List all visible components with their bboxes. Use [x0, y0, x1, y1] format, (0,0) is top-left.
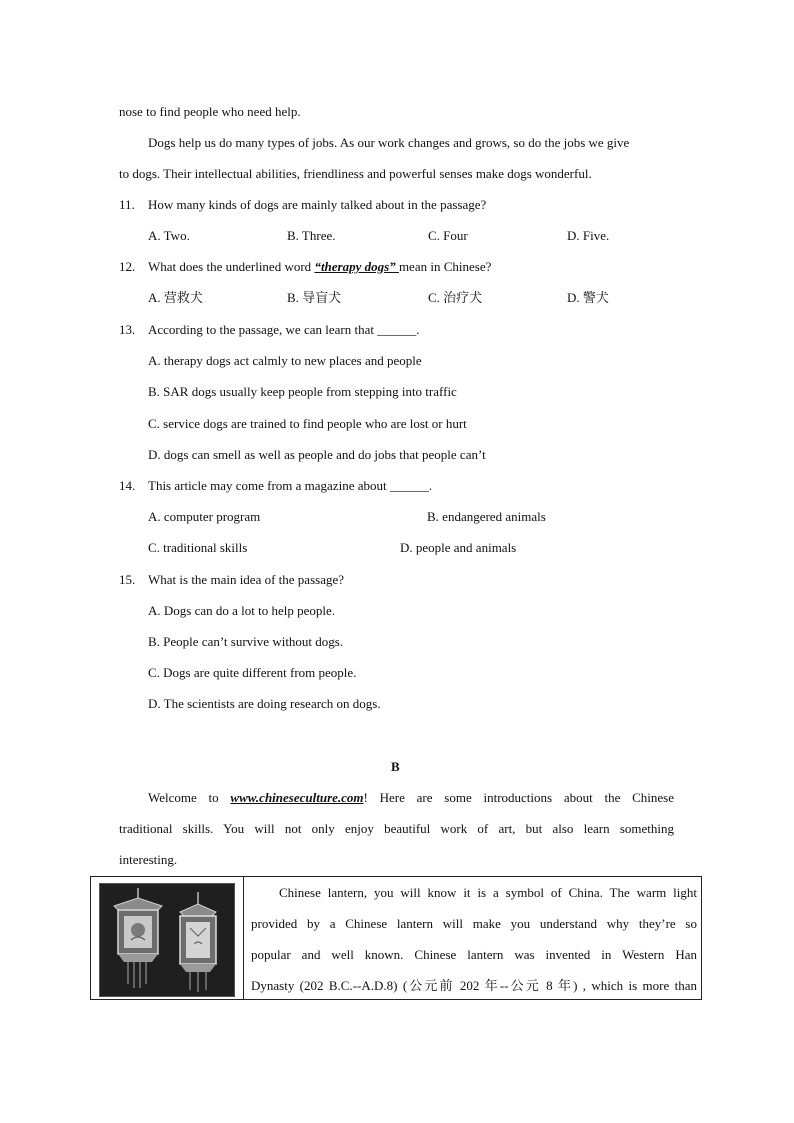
option: C. service dogs are trained to find people who are lost or hurt	[148, 416, 467, 431]
stem-text: What does the underlined word	[148, 259, 315, 274]
section-heading: B	[391, 759, 400, 774]
question-number: 14.	[119, 478, 136, 493]
table-line: Dynasty (202 B.C.--A.D.8) (公元前 202 年--公元 8 年) , which is more than	[251, 978, 697, 993]
option: C. traditional skills	[148, 540, 248, 555]
option: A. Dogs can do a lot to help people.	[148, 603, 336, 618]
intro-text: ! Here are some introductions about the Chinese	[363, 790, 675, 805]
option: A. 营救犬	[148, 290, 203, 305]
table-line: provided by a Chinese lantern will make you understand why they’re so	[251, 916, 697, 931]
option: A. computer program	[148, 509, 261, 524]
question-number: 13.	[119, 322, 136, 337]
passage-line: nose to find people who need help.	[119, 104, 301, 119]
table-line: popular and well known. Chinese lantern was invented in Western Han	[251, 947, 697, 962]
underlined-word: “therapy dogs”	[314, 259, 399, 274]
option: B. 导盲犬	[287, 290, 342, 305]
option: D. people and animals	[400, 540, 517, 555]
option: D. 警犬	[567, 290, 609, 305]
question-stem: This article may come from a magazine about ______.	[148, 478, 433, 493]
image-cell	[91, 877, 244, 999]
option: B. People can’t survive without dogs.	[148, 634, 344, 649]
option: C. Four	[428, 228, 468, 243]
option: D. The scientists are doing research on dogs.	[148, 696, 381, 711]
option: C. Dogs are quite different from people.	[148, 665, 357, 680]
question-number: 15.	[119, 572, 136, 587]
intro-line	[148, 790, 674, 806]
option: B. endangered animals	[427, 509, 546, 524]
option: C. 治疗犬	[428, 290, 483, 305]
question-stem	[148, 259, 491, 275]
option: D. Five.	[567, 228, 610, 243]
option: B. Three.	[287, 228, 336, 243]
intro-line: interesting.	[119, 852, 178, 867]
option: B. SAR dogs usually keep people from stepping into traffic	[148, 384, 457, 399]
question-stem: What is the main idea of the passage?	[148, 572, 345, 587]
option: A. Two.	[148, 228, 190, 243]
table-line: Chinese lantern, you will know it is a symbol of China. The warm light	[279, 885, 697, 900]
lantern-icon	[100, 884, 234, 996]
lantern-photo	[99, 883, 235, 997]
passage-line: to dogs. Their intellectual abilities, friendliness and powerful senses make dogs wonderful.	[119, 166, 592, 181]
question-stem: How many kinds of dogs are mainly talked about in the passage?	[148, 197, 487, 212]
website-link[interactable]: www.chineseculture.com	[230, 790, 364, 805]
intro-text: Welcome to	[148, 790, 231, 805]
question-stem: According to the passage, we can learn that ______.	[148, 322, 420, 337]
question-number: 12.	[119, 259, 136, 274]
option: D. dogs can smell as well as people and do jobs that people can’t	[148, 447, 486, 462]
lantern-table	[90, 876, 702, 1000]
intro-line: traditional skills. You will not only enjoy beautiful work of art, but also learn something	[119, 821, 674, 836]
question-number: 11.	[119, 197, 135, 212]
option: A. therapy dogs act calmly to new places and people	[148, 353, 422, 368]
passage-line: Dogs help us do many types of jobs. As our work changes and grows, so do the jobs we give	[148, 135, 630, 150]
stem-text: mean in Chinese?	[398, 259, 492, 274]
